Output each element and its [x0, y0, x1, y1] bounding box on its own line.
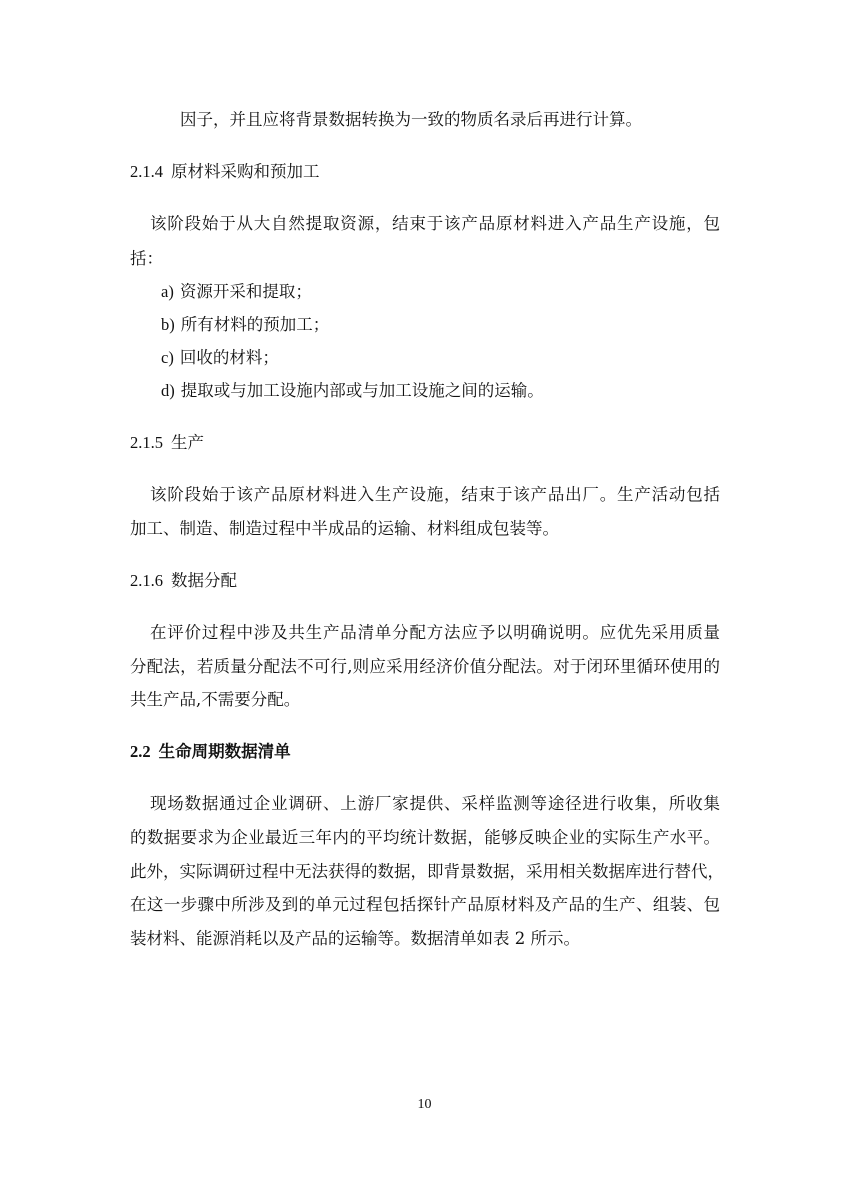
list-item-marker: c) [161, 348, 174, 367]
page-number: 10 [417, 1097, 432, 1112]
body-line: 在这一步骤中所涉及到的单元过程包括探针产品原材料及产品的生产、组装、包 [130, 895, 720, 914]
body-line: 该阶段始于该产品原材料进入生产设施，结束于该产品出厂。生产活动包括 [150, 485, 720, 504]
list-item-marker: b) [161, 315, 175, 334]
body-line: 在评价过程中涉及共生产品清单分配方法应予以明确说明。应优先采用质量 [150, 623, 720, 642]
section-number: 2.1.4 [130, 162, 163, 181]
body-line: 现场数据通过企业调研、上游厂家提供、采样监测等途径进行收集，所收集 [150, 794, 720, 813]
list-item-marker: d) [161, 381, 175, 400]
section-heading-2-1-5 [130, 432, 204, 454]
body-line: 括： [130, 249, 163, 268]
list-item-marker: a) [161, 282, 174, 301]
list-item-text: 资源开采和提取； [179, 282, 312, 301]
section-heading-2-1-4 [130, 161, 320, 183]
body-line: 装材料、能源消耗以及产品的运输等。数据清单如表 2 所示。 [130, 929, 580, 948]
body-line: 共生产品,不需要分配。 [130, 690, 301, 709]
body-line: 加工、制造、制造过程中半成品的运输、材料组成包装等。 [130, 519, 559, 538]
section-title: 原材料采购和预加工 [171, 162, 320, 181]
section-number: 2.1.6 [130, 571, 163, 590]
section-heading-2-2 [130, 741, 291, 763]
section-heading-2-1-6 [130, 570, 237, 592]
list-item [161, 314, 329, 336]
section-title: 生产 [171, 433, 204, 452]
list-item [161, 380, 544, 402]
body-line: 的数据要求为企业最近三年内的平均统计数据，能够反映企业的实际生产水平。 [130, 828, 720, 847]
section-number: 2.2 [130, 742, 151, 761]
list-item-text: 提取或与加工设施内部或与加工设施之间的运输。 [180, 381, 544, 400]
section-title: 生命周期数据清单 [158, 742, 291, 761]
body-line: 此外，实际调研过程中无法获得的数据，即背景数据，采用相关数据库进行替代， [130, 862, 724, 881]
list-item [161, 347, 279, 369]
body-line: 该阶段始于从大自然提取资源，结束于该产品原材料进入产品生产设施，包 [150, 214, 720, 233]
body-line: 因子，并且应将背景数据转换为一致的物质名录后再进行计算。 [180, 110, 642, 129]
body-line: 分配法，若质量分配法不可行,则应采用经济价值分配法。对于闭环里循环使用的 [130, 657, 720, 676]
list-item-text: 所有材料的预加工； [180, 315, 330, 334]
section-title: 数据分配 [171, 571, 237, 590]
list-item [161, 281, 312, 303]
section-number: 2.1.5 [130, 433, 163, 452]
list-item-text: 回收的材料； [179, 348, 279, 367]
